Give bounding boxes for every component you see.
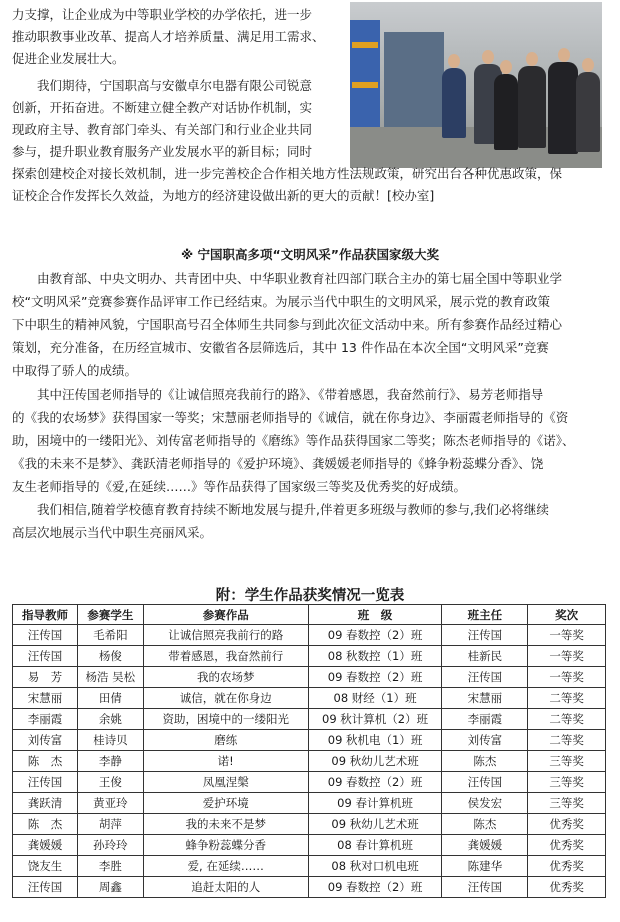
table-cell: 优秀奖 — [528, 856, 606, 877]
table-cell: 09 春数控（2）班 — [308, 625, 442, 646]
table-cell: 09 春数控（2）班 — [308, 667, 442, 688]
table-row — [13, 688, 606, 709]
table-cell: 陈杰 — [442, 814, 528, 835]
table-cell: 李静 — [77, 751, 143, 772]
table-row — [13, 877, 606, 898]
table-cell: 追赶太阳的人 — [143, 877, 308, 898]
table-row — [13, 835, 606, 856]
table-cell: 爱护环境 — [143, 793, 308, 814]
table-cell: 杨浩 吴松 — [77, 667, 143, 688]
table-row — [13, 814, 606, 835]
table-cell: 三等奖 — [528, 793, 606, 814]
table-cell: 刘传富 — [442, 730, 528, 751]
article-line: 校“文明风采”竞赛参赛作品评审工作已经结束。为展示当代中职生的文明风采，展示党的教育政策 — [12, 294, 550, 309]
table-cell: 让诚信照亮我前行的路 — [143, 625, 308, 646]
table-cell: 龚跃清 — [13, 793, 78, 814]
table-cell: 09 春计算机班 — [308, 793, 442, 814]
table-cell: 我的未来不是梦 — [143, 814, 308, 835]
table-cell: 杨俊 — [77, 646, 143, 667]
article-line: 高层次地展示当代中职生亮丽风采。 — [12, 525, 213, 540]
table-row — [13, 625, 606, 646]
table-cell: 汪传国 — [13, 772, 78, 793]
table-cell: 优秀奖 — [528, 835, 606, 856]
table-row — [13, 730, 606, 751]
article-line: 友生老师指导的《爱,在延续……》等作品获得了国家级三等奖及优秀奖的好成绩。 — [12, 479, 466, 494]
table-cell: 李胜 — [77, 856, 143, 877]
column-header: 参赛学生 — [77, 605, 143, 625]
table-row — [13, 856, 606, 877]
column-header: 奖次 — [528, 605, 606, 625]
table-title: 附：学生作品获奖情况一览表 — [215, 588, 405, 604]
table-cell: 蜂争粉蕊蝶分香 — [143, 835, 308, 856]
table-body — [13, 625, 606, 898]
table-row — [13, 667, 606, 688]
table-cell: 09 秋机电（1）班 — [308, 730, 442, 751]
table-cell: 李丽霞 — [13, 709, 78, 730]
table-header-row — [13, 605, 606, 625]
table-cell: 二等奖 — [528, 730, 606, 751]
table-cell: 黄亚玲 — [77, 793, 143, 814]
table-cell: 一等奖 — [528, 625, 606, 646]
table-cell: 诚信，就在你身边 — [143, 688, 308, 709]
intro-line: 创新，开拓奋进。不断建立健全教产对话协作机制，实 — [12, 100, 313, 115]
table-cell: 09 秋计算机（2）班 — [308, 709, 442, 730]
table-cell: 刘传富 — [13, 730, 78, 751]
table-cell: 饶友生 — [13, 856, 78, 877]
column-header: 指导教师 — [13, 605, 78, 625]
table-cell: 带着感恩，我奋然前行 — [143, 646, 308, 667]
article-line: 中取得了骄人的成绩。 — [12, 363, 138, 378]
table-cell: 我的农场梦 — [143, 667, 308, 688]
table-cell: 二等奖 — [528, 688, 606, 709]
awards-table — [12, 604, 606, 898]
article-heading: ※ 宁国职高多项“文明风采”作品获国家级大奖 — [181, 247, 439, 262]
table-cell: 三等奖 — [528, 772, 606, 793]
table-cell: 汪传国 — [442, 667, 528, 688]
table-cell: 桂新民 — [442, 646, 528, 667]
table-cell: 优秀奖 — [528, 877, 606, 898]
table-cell: 毛希阳 — [77, 625, 143, 646]
table-cell: 汪传国 — [13, 625, 78, 646]
table-row — [13, 709, 606, 730]
factory-visit-photo — [350, 2, 602, 168]
table-cell: 09 春数控（2）班 — [308, 772, 442, 793]
column-header: 参赛作品 — [143, 605, 308, 625]
table-cell: 一等奖 — [528, 667, 606, 688]
table-cell: 一等奖 — [528, 646, 606, 667]
table-cell: 09 春数控（2）班 — [308, 877, 442, 898]
intro-line: 促进企业发展壮大。 — [12, 51, 125, 66]
article-line: 的《我的农场梦》获得国家一等奖；宋慧丽老师指导的《诚信，就在你身边》、李丽霞老师指导的《资 — [12, 410, 569, 425]
article-line: 我们相信,随着学校德育教育持续不断地发展与提升,伴着更多班级与教师的参与,我们必将继续 — [37, 502, 549, 517]
intro-line: 推动职教事业改革、提高人才培养质量、满足用工需求、 — [12, 29, 325, 44]
intro-line: 探索创建校企对接长效机制，进一步完善校企合作相关地方性法规政策，研究出台各种优惠政策，保 — [12, 166, 563, 181]
intro-line: 我们期待，宁国职高与安徽卓尔电器有限公司锐意 — [37, 78, 313, 93]
table-cell: 二等奖 — [528, 709, 606, 730]
table-cell: 优秀奖 — [528, 814, 606, 835]
table-cell: 胡萍 — [77, 814, 143, 835]
table-cell: 孙玲玲 — [77, 835, 143, 856]
table-cell: 陈建华 — [442, 856, 528, 877]
table-cell: 宋慧丽 — [442, 688, 528, 709]
table-row — [13, 793, 606, 814]
table-cell: 陈 杰 — [13, 751, 78, 772]
table-cell: 王俊 — [77, 772, 143, 793]
article-line: 策划，充分准备，在历经宣城市、安徽省各层筛选后，其中 13 件作品在本次全国“文明风采”竞赛 — [12, 340, 549, 355]
table-cell: 磨练 — [143, 730, 308, 751]
table-cell: 汪传国 — [442, 772, 528, 793]
table-cell: 田倩 — [77, 688, 143, 709]
table-cell: 桂诗贝 — [77, 730, 143, 751]
table-cell: 余姚 — [77, 709, 143, 730]
table-row — [13, 751, 606, 772]
article-line: 《我的未来不是梦》、龚跃清老师指导的《爱护环境》、龚媛媛老师指导的《蜂争粉蕊蝶分香》、饶 — [12, 456, 544, 471]
article-line: 助，困境中的一缕阳光》、刘传富老师指导的《磨练》等作品获得国家二等奖；陈杰老师指导的《诺》、 — [12, 433, 575, 448]
table-row — [13, 646, 606, 667]
table-cell: 08 财经（1）班 — [308, 688, 442, 709]
table-cell: 爱, 在延续…… — [143, 856, 308, 877]
table-cell: 汪传国 — [442, 877, 528, 898]
table-cell: 宋慧丽 — [13, 688, 78, 709]
table-cell: 汪传国 — [13, 646, 78, 667]
table-cell: 凤凰涅槃 — [143, 772, 308, 793]
table-cell: 侯发宏 — [442, 793, 528, 814]
intro-line: 证校企合作发挥长久效益，为地方的经济建设做出新的更大的贡献！[校办室] — [12, 188, 435, 203]
table-cell: 汪传国 — [13, 877, 78, 898]
table-cell: 诺! — [143, 751, 308, 772]
article-line: 下中职生的精神风貌，宁国职高号召全体师生共同参与到此次征文活动中来。所有参赛作品经过精心 — [12, 317, 563, 332]
table-cell: 09 秋幼儿艺术班 — [308, 814, 442, 835]
table-cell: 陈 杰 — [13, 814, 78, 835]
intro-line: 参与，提升职业教育服务产业发展水平的新目标；同时 — [12, 144, 313, 159]
table-row — [13, 772, 606, 793]
table-cell: 周鑫 — [77, 877, 143, 898]
article-line: 由教育部、中央文明办、共青团中央、中华职业教育社四部门联合主办的第七届全国中等职业学 — [37, 271, 563, 286]
table-cell: 易 芳 — [13, 667, 78, 688]
intro-line: 力支撑，让企业成为中等职业学校的办学依托，进一步 — [12, 7, 313, 22]
table-cell: 08 秋对口机电班 — [308, 856, 442, 877]
table-cell: 李丽霞 — [442, 709, 528, 730]
table-cell: 资助，困境中的一缕阳光 — [143, 709, 308, 730]
table-cell: 汪传国 — [442, 625, 528, 646]
intro-line: 现政府主导、教育部门牵头、有关部门和行业企业共同 — [12, 122, 313, 137]
column-header: 班 级 — [308, 605, 442, 625]
table-cell: 陈杰 — [442, 751, 528, 772]
article-line: 其中汪传国老师指导的《让诚信照亮我前行的路》、《带着感恩，我奋然前行》、易芳老师指导 — [37, 387, 544, 402]
column-header: 班主任 — [442, 605, 528, 625]
table-cell: 09 秋幼儿艺术班 — [308, 751, 442, 772]
table-cell: 龚媛媛 — [13, 835, 78, 856]
table-cell: 08 秋数控（1）班 — [308, 646, 442, 667]
table-cell: 三等奖 — [528, 751, 606, 772]
table-cell: 08 春计算机班 — [308, 835, 442, 856]
table-cell: 龚媛媛 — [442, 835, 528, 856]
